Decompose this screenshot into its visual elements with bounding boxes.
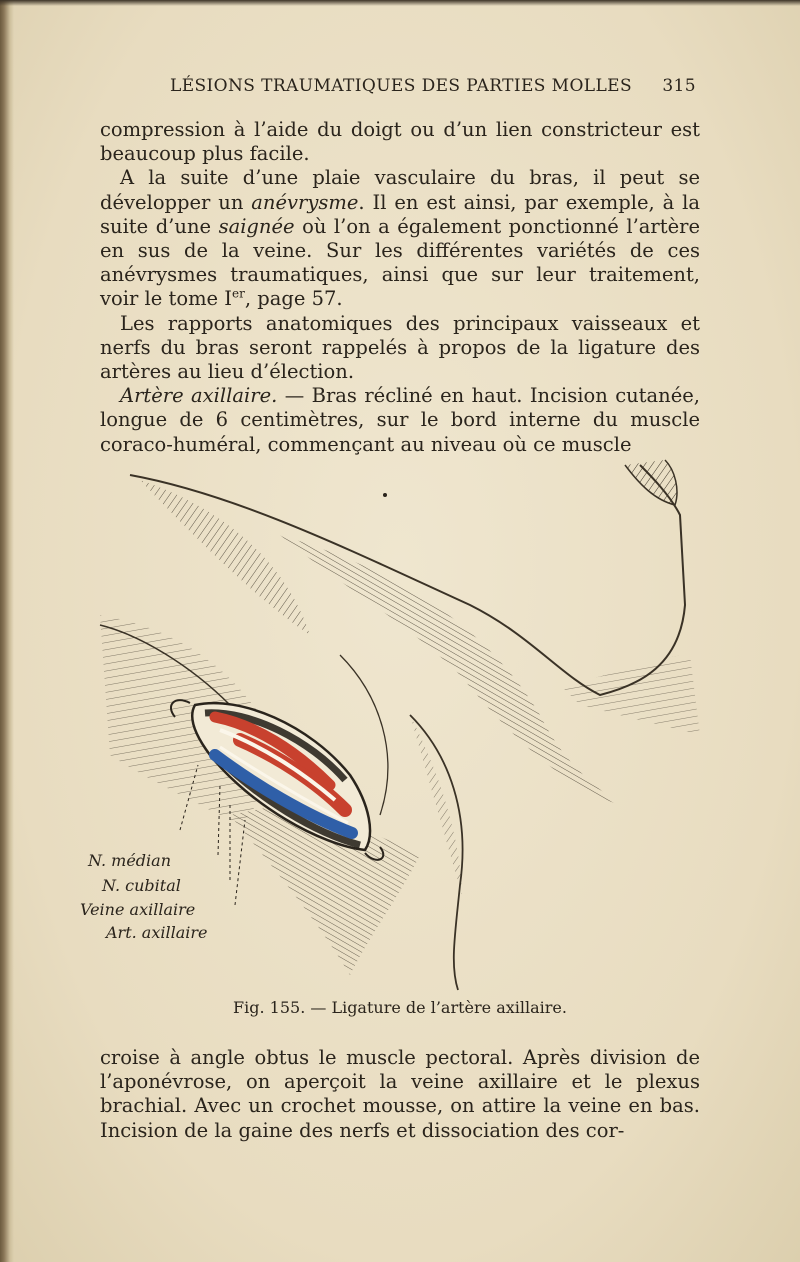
arm-outline — [130, 465, 685, 695]
page-number: 315 — [662, 76, 696, 96]
paragraph: Les rapports anatomiques des principaux vaisseaux et nerfs du bras seront rappelés à propos de la ligature des artères au lieu d’élection. — [100, 311, 700, 384]
body-text-bottom — [100, 1046, 700, 1143]
section-heading: Artère axillaire. — [120, 384, 278, 408]
figure-caption: Fig. 155. — Ligature de l’artère axillaire. — [233, 998, 567, 1017]
label-nerve-cubital: N. cubital — [102, 876, 181, 895]
paragraph: compression à l’aide du doigt ou d’un lien constricteur est beaucoup plus facile. — [100, 118, 700, 166]
paragraph: croise à angle obtus le muscle pectoral. Après division de l’aponévrose, on aperçoit la veine axillaire et le plexus brachial. Avec un crochet mousse, on attire la veine en bas. Incision de la gaine des nerfs et dissociation des cor- — [100, 1046, 700, 1142]
page-binding-edge — [0, 0, 14, 1262]
paragraph: Artère axillaire. — Bras récliné en haut. Incision cutanée, longue de 6 centimètres, sur le bord interne du muscle coraco-huméral, commençant au niveau où ce muscle — [100, 384, 700, 456]
running-header — [100, 76, 700, 102]
label-axillary-vein: Veine axillaire — [80, 900, 196, 919]
paragraph: A la suite d’une plaie vasculaire du bras, il peut se développer un anévrysme. Il en est ainsi, par exemple, à la suite d’une saignée où l’on a également ponctionné l’artère en sus de la veine. Sur les différentes variétés de ces anévrysmes traumatiques, ainsi que sur leur traitement, voir le tome Ier, page 57. — [100, 166, 700, 311]
body-text-top — [100, 118, 700, 457]
running-title: LÉSIONS TRAUMATIQUES DES PARTIES MOLLES — [170, 76, 633, 96]
page-top-edge — [0, 0, 800, 6]
label-nerve-median: N. médian — [88, 851, 171, 870]
label-axillary-artery: Art. axillaire — [106, 923, 208, 942]
anatomical-figure — [80, 455, 720, 995]
